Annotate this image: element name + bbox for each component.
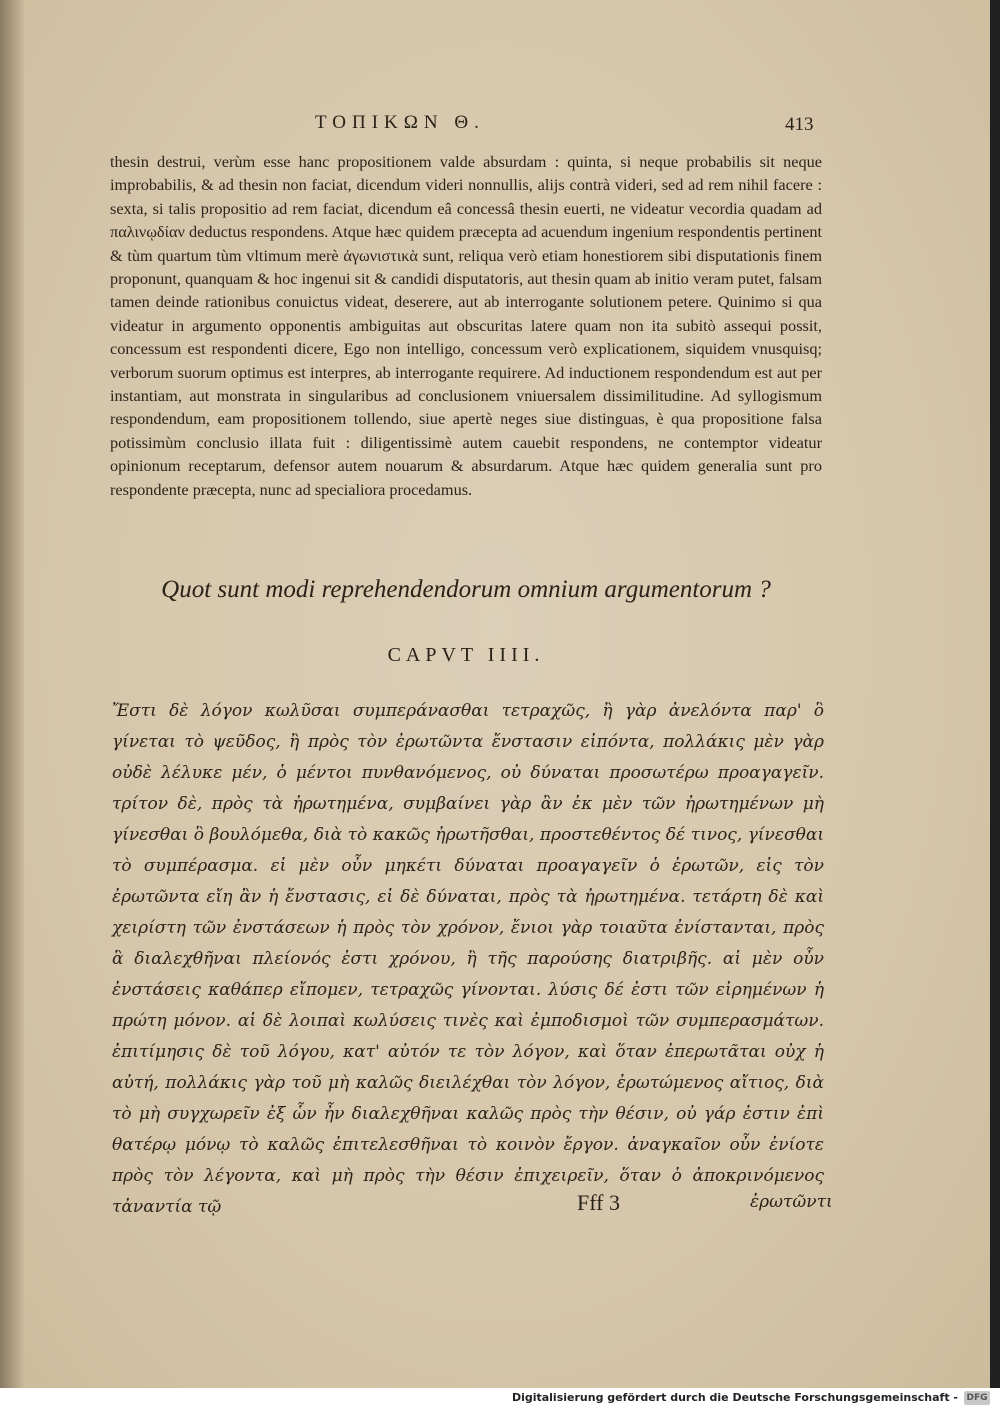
dfg-credit-text: Digitalisierung gefördert durch die Deutsche Forschungsgemeinschaft - bbox=[511, 1391, 958, 1404]
running-title: ΤΟΠΙΚΩΝ Θ. bbox=[315, 112, 485, 133]
latin-paragraph: thesin destrui, verùm esse hanc propositionem valde absurdam : quinta, si neque probabilis sit neque improbabilis, & ad thesin non faciat, dicendum videri nonnullis, alijs contrà videri, sed ad rem nihil facere : sexta, si talis propositio ad rem faciat, dicendum eâ concessâ thesin euerti, ne videatur vecordia quadam ad παλινῳδίαν deductus respondens. Atque hæc quidem præcepta ad acuendum ingenium respondentis pertinent & tùm quartum tùm vltimum merè ἀγωνιστικὰ sunt, reliqua verò etiam honestiorem sibi disputationis finem proponunt, quanquam & hoc ingenui sit & candidi disputatoris, aut thesin quam ab initio veram putet, falsam tamen deinde rationibus conuictus videat, deserere, aut ab interrogante solutionem petere. Quinimo si qua videatur in argumento opponentis ambiguitas aut obscuritas latere quam non ita subitò assequi possit, concessum est respondenti dicere, Ego non intelligo, concessum verò explicationem, siquidem vnusquisq; verborum suorum optimus est interpres, ab interrogante requirere. Ad inductionem respondendum est aut per instantiam, aut monstrata in singularibus ad conclusionem vniuersalem dissimilitudine. Ad syllogismum respondendum, eam propositionem tollendo, siue apertè neges siue distinguas, è qua propositione falsa potissimùm conclusio illata fuit : diligentissimè autem cauebit respondens, ne contemptor videatur opinionum receptarum, defensor autem nouarum & absurdarum. Atque hæc quidem generalia sunt pro respondente præcepta, nunc ad specialiora procedamus. bbox=[110, 152, 822, 499]
signature-mark: Fff 3 bbox=[577, 1190, 620, 1215]
binding-gutter bbox=[0, 0, 24, 1388]
footer-bar bbox=[0, 1388, 1000, 1409]
catchword: ἐρωτῶντι bbox=[750, 1192, 833, 1212]
page-number: 413 bbox=[785, 114, 814, 135]
chapter-heading: CAPVT IIII. bbox=[387, 644, 545, 666]
greek-paragraph: Ἔστι δὲ λόγον κωλῦσαι συμπεράνασθαι τετραχῶς, ἢ γὰρ ἀνελόντα παρ' ὃ γίνεται τὸ ψεῦδος, ἢ πρὸς τὸν ἐρωτῶντα ἔνστασιν εἰπόντα, πολλάκις μὲν γὰρ οὐδὲ λέλυκε μέν, ὁ μέντοι πυνθανόμενος, οὐ δύναται προσωτέρω προαγαγεῖν. τρίτον δὲ, πρὸς τὰ ἠρωτημένα, συμβαίνει γὰρ ἂν ἐκ μὲν τῶν ἠρωτημένων μὴ γίνεσθαι ὃ βουλόμεθα, διὰ τὸ κακῶς ἠρωτῆσθαι, προστεθέντος δέ τινος, γίνεσθαι τὸ συμπέρασμα. εἰ μὲν οὖν μηκέτι δύναται προαγαγεῖν ὁ ἐρωτῶν, εἰς τὸν ἐρωτῶντα εἴη ἂν ἡ ἔνστασις, εἰ δὲ δύναται, πρὸς τὰ ἠρωτημένα. τετάρτη δὲ καὶ χειρίστη τῶν ἐνστάσεων ἡ πρὸς τὸν χρόνον, ἔνιοι γὰρ τοιαῦτα ἐνίστανται, πρὸς ἃ διαλεχθῆναι πλείονός ἐστι χρόνου, ἢ τῆς παρούσης διατριβῆς. αἱ μὲν οὖν ἐνστάσεις καθάπερ εἴπομεν, τετραχῶς γίνονται. λύσις δέ ἐστι τῶν εἰρημένων ἡ πρώτη μόνον. αἱ δὲ λοιπαὶ κωλύσεις τινὲς καὶ ἐμποδισμοὶ τῶν συμπερασμάτων. ἐπιτίμησις δὲ τοῦ λόγου, κατ' αὐτόν τε τὸν λόγον, καὶ ὅταν ἐπερωτᾶται οὐχ ἡ αὐτή, πολλάκις γὰρ τοῦ μὴ καλῶς διειλέχθαι τὸν λόγον, ἐρωτώμενος αἴτιος, διὰ τὸ μὴ συγχωρεῖν ἐξ ὧν ἦν διαλεχθῆναι καλῶς πρὸς τὴν θέσιν, οὐ γάρ ἐστιν ἐπὶ θατέρῳ μόνῳ τὸ καλῶς ἐπιτελεσθῆναι τὸ κοινὸν ἔργον. ἀναγκαῖον οὖν ἐνίοτε πρὸς τὸν λέγοντα, καὶ μὴ πρὸς τὴν θέσιν ἐπιχειρεῖν, ὅταν ὁ ἀποκρινόμενος τἀναντία τῷ bbox=[112, 701, 824, 1217]
page-header bbox=[0, 112, 990, 142]
dfg-logo-icon: DFG bbox=[964, 1391, 990, 1405]
question-heading: Quot sunt modi reprehendendorum omnium argumentorum ? bbox=[161, 576, 771, 603]
